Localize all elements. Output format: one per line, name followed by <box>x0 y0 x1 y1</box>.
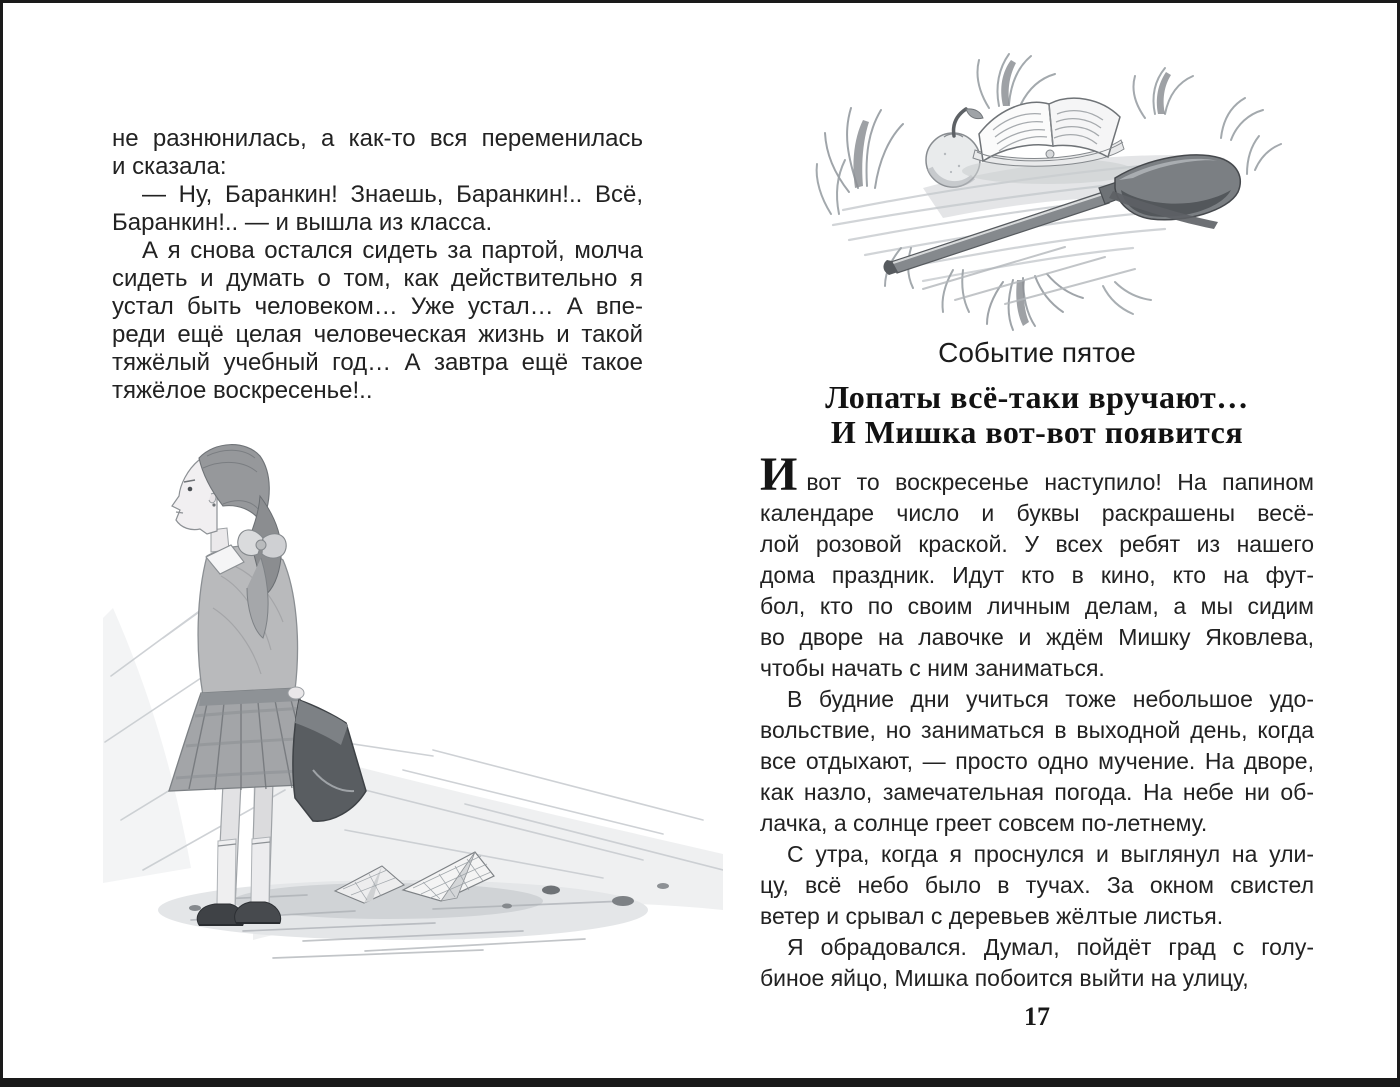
text-line: Баранкин!.. — и вышла из класса. <box>112 209 493 236</box>
text-line: сидеть и думать о том, как действительно я <box>112 265 643 292</box>
text-line: устал быть человеком… Уже устал… А впе- <box>112 293 643 320</box>
text-line: биное яйцо, Мишка побоится выйти на улицу, <box>760 965 1249 991</box>
text-line: Я обрадовался. Думал, пойдёт град с голу- <box>787 934 1314 960</box>
text-line: лачка, а солнце греет совсем по-летнему. <box>760 810 1208 836</box>
text-line: не разнюнилась, а как-то вся переменилась <box>112 125 643 152</box>
text-line: Ивот то воскресенье наступило! На папином <box>760 448 1314 501</box>
text-line: дома праздник. Идут кто в кино, кто на фут- <box>760 562 1314 588</box>
chapter-title <box>760 380 1314 450</box>
girl-with-schoolbag-illustration <box>103 438 723 983</box>
text-line: как назло, замечательная погода. На небе ни об- <box>760 779 1314 805</box>
text-line: реди ещё целая человеческая жизнь и такой <box>112 321 643 348</box>
drop-cap: И <box>760 448 798 501</box>
chapter-label: Событие пятое <box>938 337 1136 368</box>
text-line: В будние дни учиться тоже небольшое удо- <box>787 686 1314 712</box>
right-page-text <box>760 448 1314 994</box>
shovel-book-apple-illustration <box>803 38 1283 338</box>
text-line: тяжёлый учебный год… А завтра ещё такое <box>112 349 643 376</box>
left-page-text <box>112 125 643 405</box>
text-line: во дворе на лавочке и ждём Мишку Яковлева, <box>760 624 1314 650</box>
text-line: ветер и срывал с деревьев жёлтые листья. <box>760 903 1224 929</box>
text-line: лой розовой краской. У всех ребят из нашего <box>760 531 1314 557</box>
text-line: С утра, когда я проснулся и выглянул на ули- <box>787 841 1314 867</box>
page-number: 17 <box>1024 1002 1050 1031</box>
text-line: А я снова остался сидеть за партой, молча <box>142 237 643 264</box>
text-line: и сказала: <box>112 153 227 180</box>
text-line: бол, кто по своим личным делам, а мы сидим <box>760 593 1314 619</box>
text-line: тяжёлое воскресенье!.. <box>112 377 373 404</box>
text-line: календаре число и буквы раскрашены весё- <box>760 500 1314 526</box>
text-line: — Ну, Баранкин! Знаешь, Баранкин!.. Всё, <box>142 181 643 208</box>
text-line: вольствие, но заниматься в выходной день, когда <box>760 717 1314 743</box>
chapter-title-line-2: И Мишка вот-вот появится <box>830 414 1244 450</box>
chapter-title-line-1: Лопаты всё-таки вручают… <box>825 379 1249 415</box>
text-line: все отдыхают, — просто одно мучение. На дворе, <box>760 748 1314 774</box>
text-line: цу, всё небо было в тучах. За окном свистел <box>760 872 1314 898</box>
text-line: чтобы начать с ним заниматься. <box>760 655 1105 681</box>
